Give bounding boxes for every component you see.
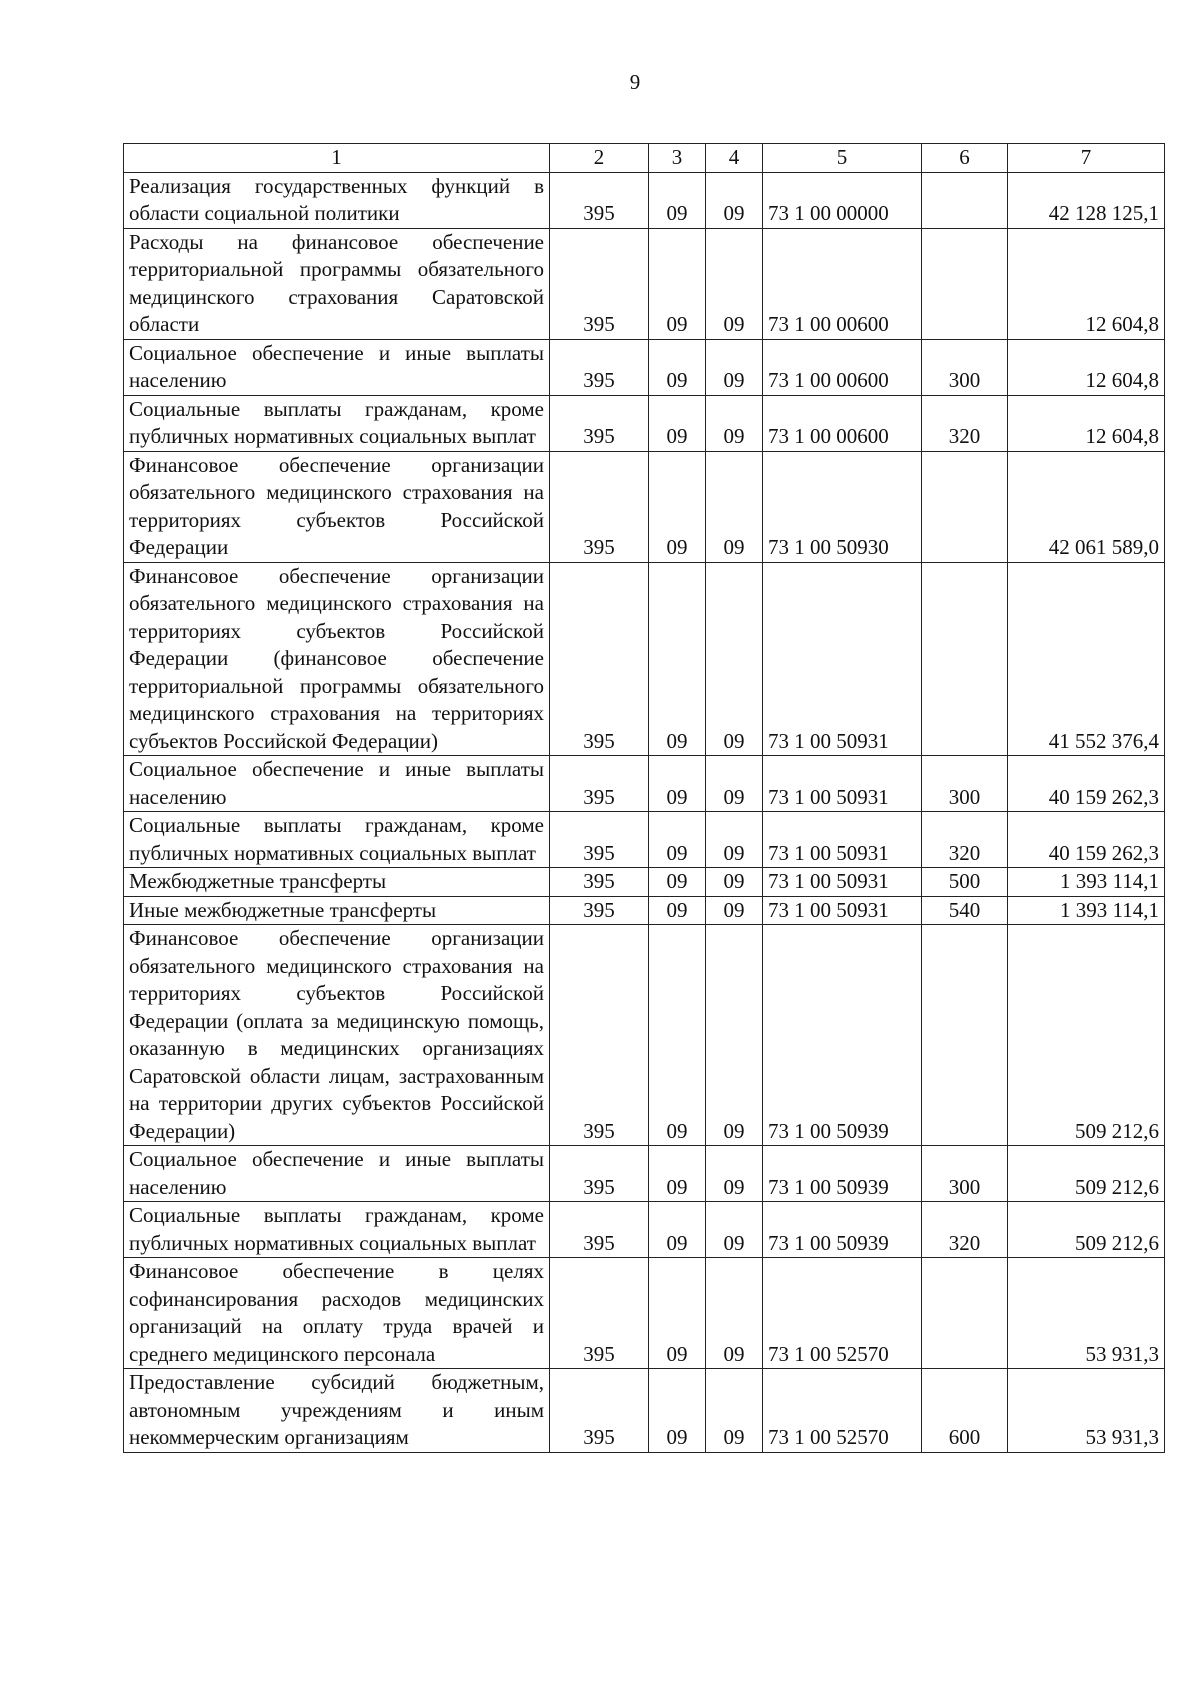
cell-col-3: 09 xyxy=(649,228,706,339)
cell-col-5: 73 1 00 50931 xyxy=(763,896,922,925)
cell-col-4: 09 xyxy=(706,756,763,812)
row-description: Реализация государственных функций в области социальной политики xyxy=(124,172,550,228)
cell-col-6: 300 xyxy=(922,1146,1008,1202)
cell-col-6 xyxy=(922,925,1008,1146)
page-number: 9 xyxy=(629,70,641,94)
cell-col-7: 42 128 125,1 xyxy=(1008,172,1165,228)
row-description: Межбюджетные трансферты xyxy=(124,868,550,897)
cell-col-5: 73 1 00 50931 xyxy=(763,868,922,897)
cell-col-3: 09 xyxy=(649,1369,706,1453)
cell-col-3: 09 xyxy=(649,812,706,868)
cell-col-3: 09 xyxy=(649,562,706,756)
cell-col-6 xyxy=(922,172,1008,228)
table-row xyxy=(124,925,1165,1146)
cell-col-3: 09 xyxy=(649,172,706,228)
column-header-1: 1 xyxy=(124,144,550,173)
cell-col-2: 395 xyxy=(550,1202,649,1258)
row-description: Финансовое обеспечение организации обязательного медицинского страхования на территориях субъектов Российской Федерации xyxy=(124,451,550,562)
cell-col-4: 09 xyxy=(706,172,763,228)
cell-col-4: 09 xyxy=(706,1202,763,1258)
cell-col-2: 395 xyxy=(550,925,649,1146)
row-description: Расходы на финансовое обеспечение территориальной программы обязательного медицинского страхования Саратовской области xyxy=(124,228,550,339)
cell-col-4: 09 xyxy=(706,1369,763,1453)
cell-col-7: 509 212,6 xyxy=(1008,925,1165,1146)
cell-col-4: 09 xyxy=(706,1146,763,1202)
table-row xyxy=(124,1146,1165,1202)
table-body xyxy=(124,172,1165,1452)
cell-col-3: 09 xyxy=(649,395,706,451)
cell-col-5: 73 1 00 50930 xyxy=(763,451,922,562)
cell-col-7: 12 604,8 xyxy=(1008,395,1165,451)
cell-col-4: 09 xyxy=(706,228,763,339)
cell-col-2: 395 xyxy=(550,896,649,925)
column-header-6: 6 xyxy=(922,144,1008,173)
table-row xyxy=(124,896,1165,925)
cell-col-4: 09 xyxy=(706,1258,763,1369)
table-row xyxy=(124,339,1165,395)
cell-col-5: 73 1 00 00600 xyxy=(763,395,922,451)
row-description: Финансовое обеспечение в целях софинансирования расходов медицинских организаций на оплату труда врачей и среднего медицинского персонала xyxy=(124,1258,550,1369)
cell-col-2: 395 xyxy=(550,562,649,756)
cell-col-2: 395 xyxy=(550,1146,649,1202)
cell-col-4: 09 xyxy=(706,562,763,756)
cell-col-4: 09 xyxy=(706,868,763,897)
cell-col-6: 600 xyxy=(922,1369,1008,1453)
cell-col-7: 12 604,8 xyxy=(1008,339,1165,395)
table-row xyxy=(124,172,1165,228)
cell-col-5: 73 1 00 50939 xyxy=(763,1202,922,1258)
cell-col-3: 09 xyxy=(649,1146,706,1202)
cell-col-2: 395 xyxy=(550,812,649,868)
cell-col-2: 395 xyxy=(550,451,649,562)
cell-col-4: 09 xyxy=(706,395,763,451)
cell-col-2: 395 xyxy=(550,1369,649,1453)
column-header-2: 2 xyxy=(550,144,649,173)
cell-col-6: 300 xyxy=(922,339,1008,395)
header-row xyxy=(124,144,1165,173)
cell-col-7: 42 061 589,0 xyxy=(1008,451,1165,562)
table-row xyxy=(124,868,1165,897)
cell-col-2: 395 xyxy=(550,339,649,395)
row-description: Предоставление субсидий бюджетным, автономным учреждениям и иным некоммерческим организациям xyxy=(124,1369,550,1453)
cell-col-5: 73 1 00 50931 xyxy=(763,562,922,756)
row-description: Иные межбюджетные трансферты xyxy=(124,896,550,925)
cell-col-5: 73 1 00 50931 xyxy=(763,756,922,812)
cell-col-3: 09 xyxy=(649,868,706,897)
column-header-3: 3 xyxy=(649,144,706,173)
row-description: Социальные выплаты гражданам, кроме публичных нормативных социальных выплат xyxy=(124,395,550,451)
cell-col-7: 53 931,3 xyxy=(1008,1369,1165,1453)
cell-col-3: 09 xyxy=(649,756,706,812)
cell-col-7: 12 604,8 xyxy=(1008,228,1165,339)
cell-col-7: 40 159 262,3 xyxy=(1008,756,1165,812)
cell-col-3: 09 xyxy=(649,925,706,1146)
row-description: Финансовое обеспечение организации обязательного медицинского страхования на территориях субъектов Российской Федерации (оплата за медицинскую помощь, оказанную в медицинских организациях Саратовской области лицам, застрахованным на территории других субъектов Российской Федерации) xyxy=(124,925,550,1146)
cell-col-6 xyxy=(922,562,1008,756)
cell-col-5: 73 1 00 50939 xyxy=(763,925,922,1146)
cell-col-6 xyxy=(922,451,1008,562)
cell-col-5: 73 1 00 00600 xyxy=(763,339,922,395)
table-row xyxy=(124,1202,1165,1258)
cell-col-5: 73 1 00 52570 xyxy=(763,1258,922,1369)
cell-col-3: 09 xyxy=(649,896,706,925)
cell-col-7: 509 212,6 xyxy=(1008,1146,1165,1202)
row-description: Финансовое обеспечение организации обязательного медицинского страхования на территориях субъектов Российской Федерации (финансовое обеспечение территориальной программы обязательного медицинского страхования на территориях субъектов Российской Федерации) xyxy=(124,562,550,756)
row-description: Социальное обеспечение и иные выплаты населению xyxy=(124,339,550,395)
cell-col-4: 09 xyxy=(706,925,763,1146)
cell-col-7: 509 212,6 xyxy=(1008,1202,1165,1258)
table-row xyxy=(124,395,1165,451)
table-row xyxy=(124,812,1165,868)
cell-col-7: 40 159 262,3 xyxy=(1008,812,1165,868)
cell-col-6 xyxy=(922,1258,1008,1369)
cell-col-2: 395 xyxy=(550,1258,649,1369)
table-row xyxy=(124,756,1165,812)
cell-col-3: 09 xyxy=(649,451,706,562)
row-description: Социальные выплаты гражданам, кроме публичных нормативных социальных выплат xyxy=(124,1202,550,1258)
cell-col-6: 300 xyxy=(922,756,1008,812)
budget-table xyxy=(123,143,1165,1453)
column-header-5: 5 xyxy=(763,144,922,173)
cell-col-5: 73 1 00 00000 xyxy=(763,172,922,228)
table-row xyxy=(124,562,1165,756)
cell-col-7: 1 393 114,1 xyxy=(1008,868,1165,897)
cell-col-6: 320 xyxy=(922,395,1008,451)
cell-col-4: 09 xyxy=(706,339,763,395)
cell-col-5: 73 1 00 50931 xyxy=(763,812,922,868)
cell-col-2: 395 xyxy=(550,756,649,812)
cell-col-2: 395 xyxy=(550,172,649,228)
row-description: Социальное обеспечение и иные выплаты населению xyxy=(124,1146,550,1202)
column-header-4: 4 xyxy=(706,144,763,173)
cell-col-2: 395 xyxy=(550,395,649,451)
table-row xyxy=(124,451,1165,562)
cell-col-4: 09 xyxy=(706,896,763,925)
cell-col-6: 500 xyxy=(922,868,1008,897)
column-header-7: 7 xyxy=(1008,144,1165,173)
table-row xyxy=(124,1258,1165,1369)
cell-col-6: 540 xyxy=(922,896,1008,925)
table-row xyxy=(124,1369,1165,1453)
cell-col-4: 09 xyxy=(706,812,763,868)
row-description: Социальные выплаты гражданам, кроме публичных нормативных социальных выплат xyxy=(124,812,550,868)
cell-col-6: 320 xyxy=(922,812,1008,868)
cell-col-3: 09 xyxy=(649,1202,706,1258)
cell-col-6 xyxy=(922,228,1008,339)
cell-col-7: 41 552 376,4 xyxy=(1008,562,1165,756)
cell-col-7: 1 393 114,1 xyxy=(1008,896,1165,925)
row-description: Социальное обеспечение и иные выплаты населению xyxy=(124,756,550,812)
cell-col-2: 395 xyxy=(550,228,649,339)
table-row xyxy=(124,228,1165,339)
cell-col-6: 320 xyxy=(922,1202,1008,1258)
cell-col-5: 73 1 00 50939 xyxy=(763,1146,922,1202)
cell-col-5: 73 1 00 00600 xyxy=(763,228,922,339)
cell-col-4: 09 xyxy=(706,451,763,562)
cell-col-5: 73 1 00 52570 xyxy=(763,1369,922,1453)
cell-col-3: 09 xyxy=(649,339,706,395)
cell-col-3: 09 xyxy=(649,1258,706,1369)
cell-col-7: 53 931,3 xyxy=(1008,1258,1165,1369)
cell-col-2: 395 xyxy=(550,868,649,897)
